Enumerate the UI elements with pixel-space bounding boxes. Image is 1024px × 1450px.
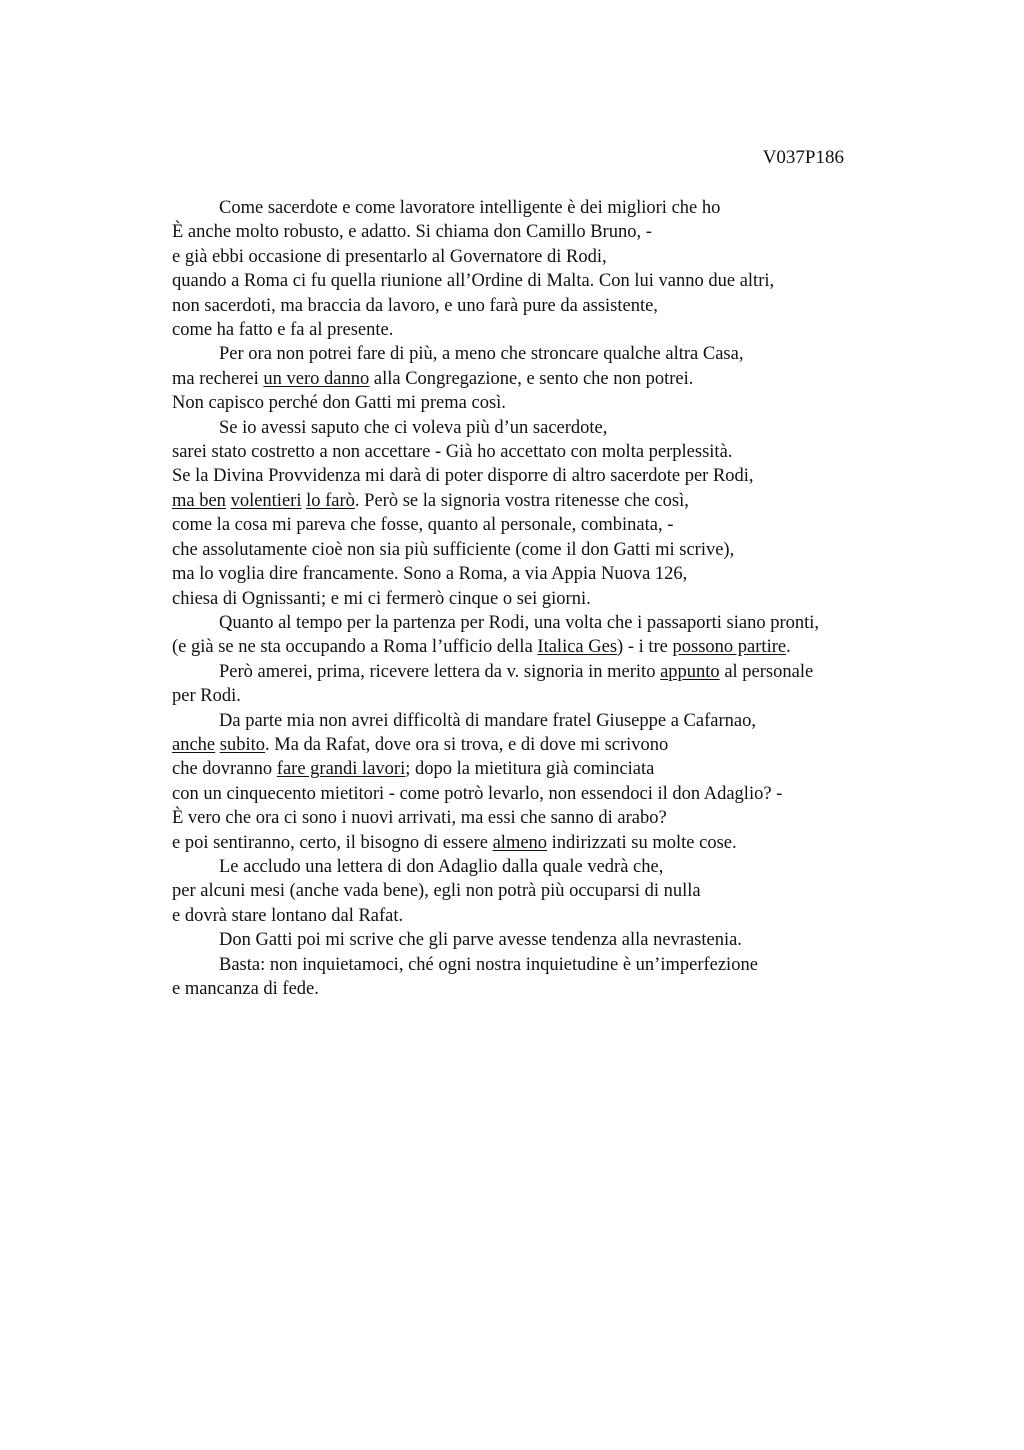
- text-line: [172, 953, 932, 977]
- text-line: [172, 391, 932, 415]
- text-line: [172, 709, 932, 733]
- underlined-text: appunto: [660, 661, 720, 682]
- text-segment: sarei stato costretto a non accettare - Già ho accettato con molta perplessità.: [172, 442, 733, 463]
- text-segment: quando a Roma ci fu quella riunione all’Ordine di Malta. Con lui vanno due altri,: [172, 271, 775, 292]
- text-segment: ; dopo la mietitura già cominciata: [405, 759, 655, 780]
- text-line: [172, 635, 932, 659]
- text-segment: Però amerei, prima, ricevere lettera da v. signoria in merito: [219, 661, 661, 682]
- text-line: [172, 318, 932, 342]
- text-line: [172, 733, 932, 757]
- underlined-text: fare grandi lavori: [276, 759, 406, 780]
- text-segment: Se la Divina Provvidenza mi darà di poter disporre di altro sacerdote per Rodi,: [172, 466, 754, 487]
- text-line: [172, 294, 932, 318]
- text-segment: È vero che ora ci sono i nuovi arrivati, ma essi che sanno di arabo?: [172, 808, 667, 829]
- text-segment: ma lo voglia dire francamente. Sono a Roma, a via Appia Nuova 126,: [172, 564, 688, 585]
- text-segment: e già ebbi occasione di presentarlo al Governatore di Rodi,: [172, 246, 607, 267]
- text-segment: e dovrà stare lontano dal Rafat.: [172, 905, 404, 926]
- text-segment: che dovranno: [172, 759, 277, 780]
- text-segment: (e già se ne sta occupando a Roma l’ufficio della: [172, 637, 538, 658]
- text-segment: indirizzati su molte cose.: [547, 832, 737, 853]
- text-segment: ) - i tre: [617, 637, 673, 658]
- text-segment: che assolutamente cioè non sia più sufficiente (come il don Gatti mi scrive),: [172, 539, 735, 560]
- text-line: [172, 489, 932, 513]
- text-line: [172, 855, 932, 879]
- text-line: [172, 684, 932, 708]
- text-segment: Don Gatti poi mi scrive che gli parve avesse tendenza alla nevrastenia.: [219, 930, 742, 951]
- text-line: [172, 513, 932, 537]
- text-segment: È anche molto robusto, e adatto. Si chiama don Camillo Bruno, -: [172, 222, 652, 243]
- underlined-text: possono partire: [672, 637, 787, 658]
- text-line: [172, 342, 932, 366]
- text-line: [172, 245, 932, 269]
- text-segment: al personale: [719, 661, 814, 682]
- text-line: [172, 757, 932, 781]
- underlined-text: anche: [172, 734, 216, 755]
- text-segment: Basta: non inquietamoci, ché ogni nostra inquietudine è un’imperfezione: [219, 954, 758, 975]
- text-segment: . Però se la signoria vostra ritenesse che così,: [354, 490, 689, 511]
- text-segment: come ha fatto e fa al presente.: [172, 320, 394, 341]
- text-line: [172, 196, 932, 220]
- text-segment: Come sacerdote e come lavoratore intelligente è dei migliori che ho: [219, 198, 721, 218]
- text-line: [172, 416, 932, 440]
- text-segment: Non capisco perché don Gatti mi prema così.: [172, 393, 506, 414]
- text-segment: alla Congregazione, e sento che non potrei.: [369, 368, 694, 389]
- underlined-text: ma ben: [172, 490, 226, 511]
- text-segment: Se io avessi saputo che ci voleva più d’un sacerdote,: [219, 417, 608, 438]
- text-line: [172, 660, 932, 684]
- text-segment: non sacerdoti, ma braccia da lavoro, e uno farà pure da assistente,: [172, 295, 658, 316]
- text-segment: .: [786, 637, 791, 658]
- text-segment: Per ora non potrei fare di più, a meno che stroncare qualche altra Casa,: [219, 344, 744, 365]
- underlined-text: subito: [219, 734, 265, 755]
- underlined-text: volentieri: [230, 490, 302, 511]
- text-line: [172, 367, 932, 391]
- text-line: [172, 782, 932, 806]
- text-segment: e poi sentiranno, certo, il bisogno di essere: [172, 832, 493, 853]
- underlined-text: lo farò: [306, 490, 355, 511]
- text-line: [172, 879, 932, 903]
- text-line: [172, 806, 932, 830]
- text-segment: Quanto al tempo per la partenza per Rodi, una volta che i passaporti siano pronti,: [219, 612, 820, 633]
- text-segment: come la cosa mi pareva che fosse, quanto al personale, combinata, -: [172, 515, 674, 536]
- text-line: [172, 538, 932, 562]
- text-line: [172, 440, 932, 464]
- text-segment: chiesa di Ognissanti; e mi ci fermerò cinque o sei giorni.: [172, 588, 591, 609]
- text-line: [172, 220, 932, 244]
- text-segment: e mancanza di fede.: [172, 979, 319, 999]
- text-segment: Le accludo una lettera di don Adaglio dalla quale vedrà che,: [219, 856, 664, 877]
- text-line: [172, 904, 932, 928]
- text-line: [172, 269, 932, 293]
- text-line: [172, 928, 932, 952]
- page-reference: V037P186: [762, 147, 844, 168]
- text-segment: ma recherei: [172, 368, 264, 389]
- underlined-text: un vero danno: [263, 368, 370, 389]
- text-line: [172, 562, 932, 586]
- letter-body: [172, 196, 932, 1001]
- text-line: [172, 831, 932, 855]
- text-line: [172, 611, 932, 635]
- text-segment: per alcuni mesi (anche vada bene), egli non potrà più occuparsi di nulla: [172, 881, 701, 902]
- underlined-text: Italica Ges: [537, 637, 618, 658]
- underlined-text: almeno: [492, 832, 548, 853]
- text-segment: Da parte mia non avrei difficoltà di mandare fratel Giuseppe a Cafarnao,: [219, 710, 756, 731]
- text-segment: per Rodi.: [172, 686, 241, 707]
- text-line: [172, 977, 932, 1001]
- text-segment: . Ma da Rafat, dove ora si trova, e di dove mi scrivono: [265, 734, 669, 755]
- text-line: [172, 587, 932, 611]
- text-line: [172, 464, 932, 488]
- text-segment: con un cinquecento mietitori - come potrò levarlo, non essendoci il don Adaglio? -: [172, 783, 783, 804]
